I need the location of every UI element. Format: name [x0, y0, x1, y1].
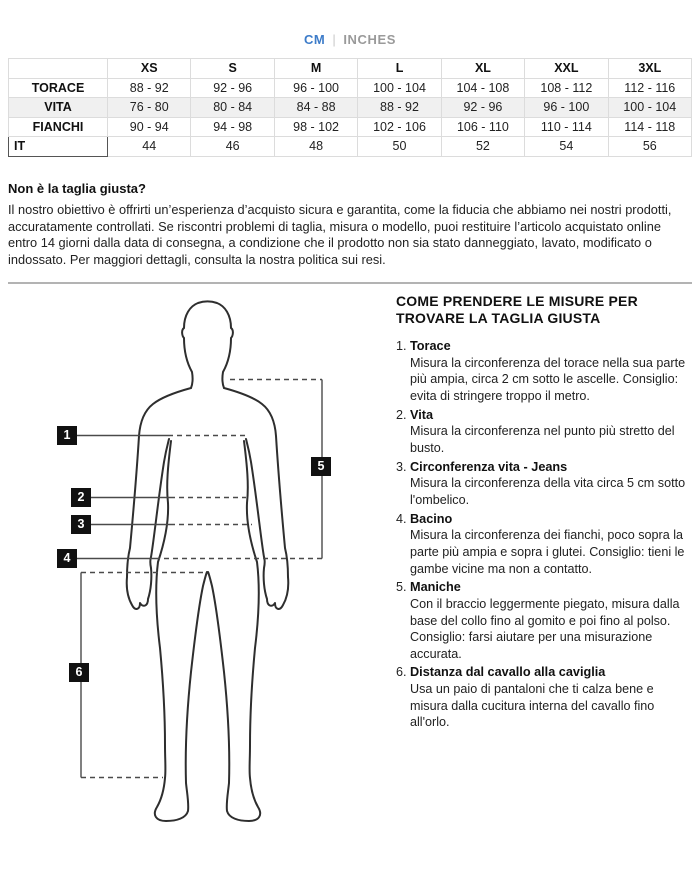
guide-item-title: Distanza dal cavallo alla caviglia [410, 665, 606, 680]
cm-toggle[interactable]: CM [303, 32, 326, 47]
measurement-row-label: TORACE [9, 78, 108, 98]
size-value-cell: 96 - 100 [525, 98, 608, 118]
size-value-cell: 94 - 98 [191, 117, 274, 137]
guide-item-text: Misura la circonferenza dei fianchi, poco sopra la parte più ampia e sopra i glutei. Consiglio: tieni le gambe vicine ma non a contatto. [410, 528, 685, 576]
size-value-cell: 90 - 94 [108, 117, 191, 137]
size-column-header: S [191, 59, 274, 79]
size-column-header: M [274, 59, 357, 79]
guide-item-text: Misura la circonferenza nel punto più stretto del busto. [410, 424, 675, 455]
guide-item-title: Circonferenza vita - Jeans [410, 459, 568, 474]
size-value-cell: 88 - 92 [358, 98, 441, 118]
diagram-marker-5: 5 [311, 457, 331, 476]
toggle-separator: | [332, 32, 337, 47]
guide-item-text: Usa un paio di pantaloni che ti calza bene e misura dalla cucitura interna del cavallo fino all'orlo. [410, 682, 655, 730]
returns-section [8, 181, 692, 268]
size-value-cell: 46 [191, 137, 274, 157]
corner-cell [9, 59, 108, 79]
guide-item-number: 4. [396, 511, 407, 526]
guide-heading [396, 293, 694, 327]
guide-item [396, 459, 694, 509]
guide-item [396, 407, 694, 457]
size-table-row [9, 137, 692, 157]
diagram-marker-3: 3 [71, 515, 91, 534]
size-value-cell: 108 - 112 [525, 78, 608, 98]
size-column-header: L [358, 59, 441, 79]
size-value-cell: 114 - 118 [608, 117, 691, 137]
guide-item-text: Con il braccio leggermente piegato, misura dalla base del collo fino al gomito e poi fino al polso. Consiglio: farsi aiutare per una misurazione accurata. [410, 596, 680, 661]
measuring-guide [396, 293, 694, 733]
guide-item [396, 511, 694, 578]
guide-item-text: Misura la circonferenza del torace nella sua parte più ampia, circa 2 cm sotto le ascelle. Consiglio: evita di stringere troppo il metro. [410, 355, 686, 403]
measurement-row-label: VITA [9, 98, 108, 118]
inches-toggle[interactable]: INCHES [343, 32, 397, 47]
size-value-cell: 54 [525, 137, 608, 157]
guide-item-title: Bacino [410, 511, 453, 526]
size-value-cell: 48 [274, 137, 357, 157]
returns-heading: Non è la taglia giusta? [8, 181, 146, 196]
unit-toggle [0, 32, 700, 47]
size-value-cell: 92 - 96 [191, 78, 274, 98]
returns-body: Il nostro obiettivo è offrirti un’esperienza d’acquisto sicura e garantita, come la fiducia che abbiamo nei nostri prodotti, accuratamente controllati. Se riscontri problemi di taglia, misura o modello, puoi restituire l’articolo acquistato online entro 14 giorni dalla data di consegna, a condizione che il prodotto non sia stato danneggiato, lavato, modificato o indossato. Per maggiori dettagli, consulta la nostra politica sui resi. [8, 202, 672, 267]
guide-item-number: 6. [396, 665, 407, 680]
size-value-cell: 80 - 84 [191, 98, 274, 118]
size-value-cell: 98 - 102 [274, 117, 357, 137]
size-value-cell: 100 - 104 [358, 78, 441, 98]
guide-item-text: Misura la circonferenza della vita circa 5 cm sotto l'ombelico. [410, 476, 686, 507]
size-value-cell: 52 [441, 137, 524, 157]
guide-item-number: 5. [396, 580, 407, 595]
size-table-row [9, 117, 692, 137]
guide-item-number: 2. [396, 407, 407, 422]
size-table [8, 58, 692, 157]
size-value-cell: 112 - 116 [608, 78, 691, 98]
size-table-wrap [8, 58, 692, 157]
size-value-cell: 50 [358, 137, 441, 157]
size-value-cell: 96 - 100 [274, 78, 357, 98]
guide-heading-line1: COME PRENDERE LE MISURE PER [396, 293, 638, 309]
size-column-header: 3XL [608, 59, 691, 79]
size-value-cell: 102 - 106 [358, 117, 441, 137]
diagram-marker-1: 1 [57, 426, 77, 445]
diagram-marker-6: 6 [69, 663, 89, 682]
guide-item [396, 579, 694, 662]
measurement-diagram [0, 290, 396, 869]
size-value-cell: 88 - 92 [108, 78, 191, 98]
size-table-row [9, 98, 692, 118]
guide-heading-line2: TROVARE LA TAGLIA GIUSTA [396, 310, 601, 326]
size-table-row [9, 78, 692, 98]
guide-item-number: 3. [396, 459, 407, 474]
diagram-marker-2: 2 [71, 488, 91, 507]
size-table-header-row [9, 59, 692, 79]
guide-item-title: Maniche [410, 580, 461, 595]
diagram-marker-4: 4 [57, 549, 77, 568]
guide-item-title: Torace [410, 339, 451, 353]
guide-item-number: 1. [396, 339, 407, 353]
size-value-cell: 44 [108, 137, 191, 157]
measurement-row-label: FIANCHI [9, 117, 108, 137]
size-column-header: XXL [525, 59, 608, 79]
size-value-cell: 76 - 80 [108, 98, 191, 118]
size-value-cell: 100 - 104 [608, 98, 691, 118]
size-value-cell: 56 [608, 137, 691, 157]
section-divider [8, 282, 692, 284]
size-value-cell: 84 - 88 [274, 98, 357, 118]
region-select[interactable]: IT [9, 137, 108, 157]
size-table-body [9, 78, 692, 156]
size-value-cell: 92 - 96 [441, 98, 524, 118]
guide-item [396, 664, 694, 731]
guide-item-list [396, 338, 694, 731]
size-value-cell: 110 - 114 [525, 117, 608, 137]
size-value-cell: 106 - 110 [441, 117, 524, 137]
size-column-header: XS [108, 59, 191, 79]
guide-item [396, 338, 694, 405]
guide-item-title: Vita [410, 407, 434, 422]
size-column-header: XL [441, 59, 524, 79]
body-figure-illustration [0, 290, 396, 869]
size-value-cell: 104 - 108 [441, 78, 524, 98]
